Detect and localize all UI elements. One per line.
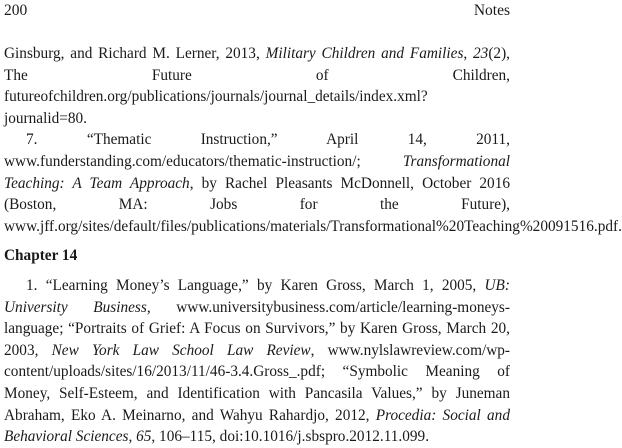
note-text: , 106–115, doi:10.1016/j.sbspro.2012.11.099. — [151, 428, 430, 446]
chapter-heading: Chapter 14 — [4, 247, 78, 265]
book-page — [4, 0, 622, 446]
note-7 — [4, 129, 622, 237]
notes-body — [4, 43, 622, 448]
note-text: , www.nylslawreview.com/wp-content/uploads/sites/16/2013/11/46-3.4.Gross_.pdf; “Symbolic Meaning of Money, Self-Esteem, and Identification with Pancasila Values,” by Juneman Abraham, Eko A. Meinarno, and Wahyu Rahardjo, 2012, — [4, 341, 511, 424]
running-head — [4, 1, 510, 21]
note-text: , by Rachel Pleasants McDonnell, October 2016 (Boston, MA: Jobs for the Future), www.jff.org/sites/default/files/publications/materials/Transformational%20Teaching%20091516.pdf. — [4, 174, 622, 235]
note-continued — [4, 43, 510, 129]
page-number: 200 — [4, 2, 28, 19]
note-text: “Learning Money’s Language,” by Karen Gross, March 1, 2005, — [37, 276, 485, 294]
note-1 — [4, 275, 510, 448]
note-text: (2), The Future of Children, futureofchildren.org/publications/journals/journal_details/index.xml?journalid=80. — [4, 45, 510, 127]
journal-title: New York Law School Law Review — [51, 341, 311, 359]
note-text: “Thematic Instruction,” April 14, 2011, www.funderstanding.com/educators/thematic-instruction/; — [4, 131, 510, 170]
note-number: 7. — [26, 131, 38, 149]
note-number: 1. — [26, 276, 38, 294]
note-text: , — [463, 45, 474, 62]
note-text: Ginsburg, and Richard M. Lerner, 2013, — [4, 45, 266, 62]
section-label: Notes — [473, 2, 510, 19]
journal-title: Procedia: Social and Behavioral Sciences, 65 — [4, 406, 510, 446]
book-title: Transformational Teaching: A Team Approach — [4, 152, 510, 192]
journal-title: UB: University Business — [4, 276, 510, 316]
journal-volume: 23 — [473, 45, 489, 62]
journal-title: Military Children and Families — [265, 45, 464, 62]
note-text: , www.universitybusiness.com/article/learning-moneys-language; “Portraits of Grief: A Focus on Survivors,” by Karen Gross, March 20, 2003, — [4, 298, 510, 359]
